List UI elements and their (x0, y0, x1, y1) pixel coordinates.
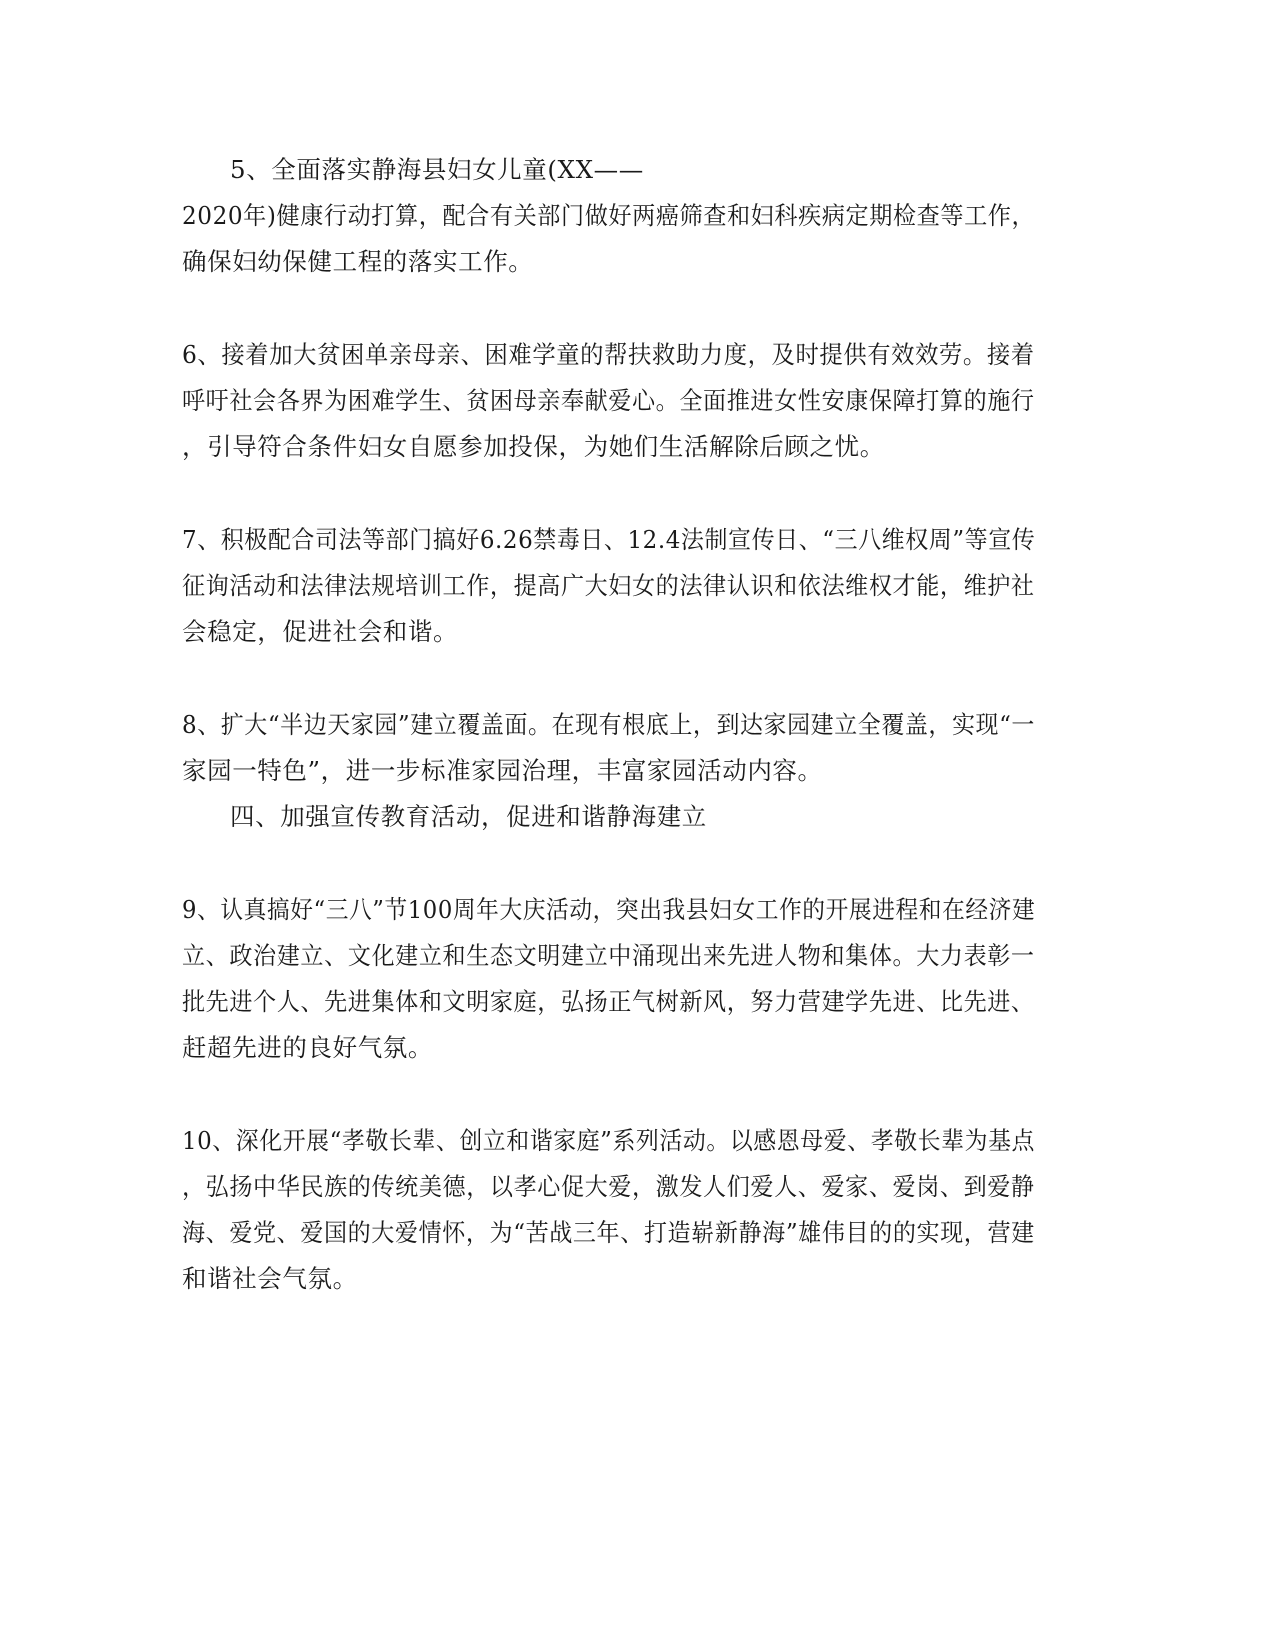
paragraph-9-line-1: 9、认真搞好“三八”节100周年大庆活动，突出我县妇女工作的开展进程和在经济建 (182, 895, 1036, 924)
paragraph-9-line-4: 赶超先进的良好气氛。 (182, 1033, 433, 1062)
paragraph-10-line-4: 和谐社会气氛。 (182, 1264, 358, 1293)
paragraph-5-line-1: 5、全面落实静海县妇女儿童(XX—— (230, 155, 644, 184)
section-heading-4: 四、加强宣传教育活动，促进和谐静海建立 (230, 802, 707, 831)
paragraph-5-line-3: 确保妇幼保健工程的落实工作。 (182, 247, 534, 276)
paragraph-7-line-2: 征询活动和法律法规培训工作，提高广大妇女的法律认识和依法维权才能，维护社 (182, 571, 1035, 600)
paragraph-8-line-1: 8、扩大“半边天家园”建立覆盖面。在现有根底上，到达家园建立全覆盖，实现“一 (182, 710, 1035, 739)
paragraph-6-line-1: 6、接着加大贫困单亲母亲、困难学童的帮扶救助力度，及时提供有效效劳。接着 (182, 340, 1035, 369)
paragraph-6-line-3: ，引导符合条件妇女自愿参加投保，为她们生活解除后顾之忧。 (182, 432, 885, 461)
paragraph-5-line-2: 2020年)健康行动打算，配合有关部门做好两癌筛查和妇科疾病定期检查等工作， (182, 201, 1036, 230)
paragraph-7-line-3: 会稳定，促进社会和谐。 (182, 617, 459, 646)
paragraph-10-line-3: 海、爱党、爱国的大爱情怀，为“苦战三年、打造崭新静海”雄伟目的的实现，营建 (182, 1218, 1035, 1247)
paragraph-10-line-1: 10、深化开展“孝敬长辈、创立和谐家庭”系列活动。以感恩母爱、孝敬长辈为基点 (182, 1126, 1036, 1155)
paragraph-6-line-2: 呼吁社会各界为困难学生、贫困母亲奉献爱心。全面推进女性安康保障打算的施行 (182, 386, 1035, 415)
paragraph-10-line-2: ，弘扬中华民族的传统美德，以孝心促大爱，激发人们爱人、爱家、爱岗、到爱静 (182, 1172, 1035, 1201)
paragraph-7-line-1: 7、积极配合司法等部门搞好6.26禁毒日、12.4法制宣传日、“三八维权周”等宣传 (182, 525, 1036, 554)
paragraph-8-line-2: 家园一特色”，进一步标准家园治理，丰富家园活动内容。 (182, 756, 823, 785)
paragraph-9-line-3: 批先进个人、先进集体和文明家庭，弘扬正气树新风，努力营建学先进、比先进、 (182, 987, 1035, 1016)
paragraph-9-line-2: 立、政治建立、文化建立和生态文明建立中涌现出来先进人物和集体。大力表彰一 (182, 941, 1035, 970)
